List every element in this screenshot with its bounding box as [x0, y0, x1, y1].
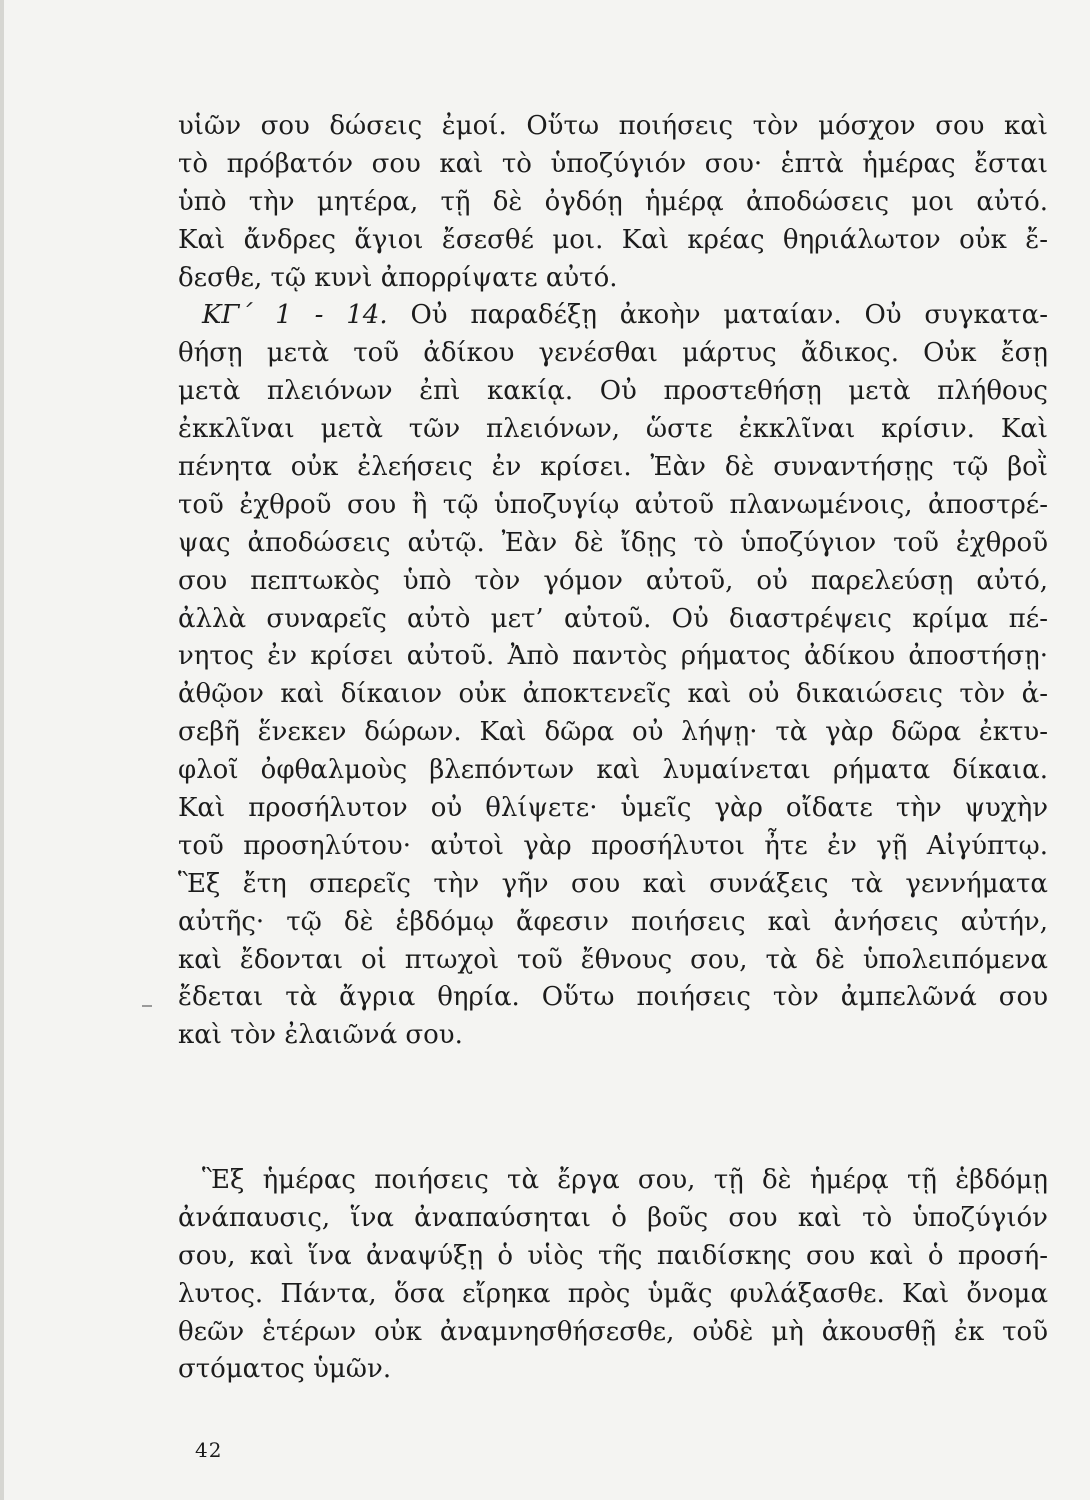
text-line: μετὰ πλειόνων ἐπὶ κακίᾳ. Οὐ προστεθήσῃ μετὰ πλήθους	[178, 376, 1048, 407]
text-line: Καὶ ἄνδρες ἅγιοι ἔσεσθέ μοι. Καὶ κρέας θηριάλωτον οὐκ ἔ-	[178, 224, 1048, 255]
text-line	[178, 297, 1048, 335]
text-line: δεσθε, τῷ κυνὶ ἀπορρίψατε αὐτό.	[178, 262, 618, 293]
text-line: τὸ πρόβατόν σου καὶ τὸ ὑποζύγιόν σου· ἑπτὰ ἡμέρας ἔσται	[178, 148, 1048, 179]
text-line: ἐκκλῖναι μετὰ τῶν πλειόνων, ὥστε ἐκκλῖναι κρίσιν. Καὶ	[178, 414, 1048, 445]
text-line: ἀλλὰ συναρεῖς αὐτὸ μετ’ αὐτοῦ. Οὐ διαστρέψεις κρίμα πέ-	[178, 603, 1048, 634]
text-line: αὐτῆς· τῷ δὲ ἑβδόμῳ ἄφεσιν ποιήσεις καὶ ἀνήσεις αὐτήν,	[178, 906, 1048, 937]
margin-mark	[142, 1005, 152, 1007]
text-line: θεῶν ἑτέρων οὐκ ἀναμνησθήσεσθε, οὐδὲ μὴ ἀκουσθῇ ἐκ τοῦ	[178, 1316, 1048, 1347]
text-line: ἀθῷον καὶ δίκαιον οὐκ ἀποκτενεῖς καὶ οὐ δικαιώσεις τὸν ἀ-	[178, 679, 1048, 710]
text-line: σεβῆ ἕνεκεν δώρων. Καὶ δῶρα οὐ λήψῃ· τὰ γὰρ δῶρα ἐκτυ-	[178, 717, 1048, 748]
text-line: ψας ἀποδώσεις αὐτῷ. Ἐὰν δὲ ἴδῃς τὸ ὑποζύγιον τοῦ ἐχθροῦ	[178, 527, 1048, 558]
text-line: στόματος ὑμῶν.	[178, 1354, 392, 1385]
text-line: ἔδεται τὰ ἄγρια θηρία. Οὕτω ποιήσεις τὸν ἀμπελῶνά σου	[178, 982, 1048, 1013]
text-line: νητος ἐν κρίσει αὐτοῦ. Ἀπὸ παντὸς ρήματος ἀδίκου ἀποστήσῃ·	[178, 641, 1048, 672]
text-line: τοῦ ἐχθροῦ σου ἢ τῷ ὑποζυγίῳ αὐτοῦ πλανωμένοις, ἀποστρέ-	[178, 489, 1048, 520]
text-line: Ἓξ ἔτη σπερεῖς τὴν γῆν σου καὶ συνάξεις τὰ γεννήματα	[178, 868, 1048, 899]
text-line: σου πεπτωκὸς ὑπὸ τὸν γόμον αὐτοῦ, οὐ παρελεύσῃ αὐτό,	[178, 565, 1048, 596]
text-line: πένητα οὐκ ἐλεήσεις ἐν κρίσει. Ἐὰν δὲ συναντήσῃς τῷ βοῒ	[178, 452, 1048, 483]
paragraph-1	[178, 108, 1048, 1055]
text-line: ὑπὸ τὴν μητέρα, τῇ δὲ ὀγδόῃ ἡμέρᾳ ἀποδώσεις μοι αὐτό.	[178, 186, 1048, 217]
text-line: φλοῖ ὀφθαλμοὺς βλεπόντων καὶ λυμαίνεται ρήματα δίκαια.	[178, 755, 1048, 786]
chapter-reference: ΚΓ´ 1 - 14.	[202, 300, 388, 331]
text-line: υἱῶν σου δώσεις ἐμοί. Οὕτω ποιήσεις τὸν μόσχον σου καὶ	[178, 111, 1048, 141]
text-line: καὶ τὸν ἐλαιῶνά σου.	[178, 1020, 463, 1051]
page-binding-edge	[0, 0, 4, 1500]
text-line: καὶ ἔδονται οἱ πτωχοὶ τοῦ ἔθνους σου, τὰ δὲ ὑπολειπόμενα	[178, 944, 1048, 975]
text-line: λυτος. Πάντα, ὅσα εἴρηκα πρὸς ὑμᾶς φυλάξασθε. Καὶ ὄνομα	[178, 1278, 1048, 1309]
text-line: σου, καὶ ἵνα ἀναψύξῃ ὁ υἱὸς τῆς παιδίσκης σου καὶ ὁ προσή-	[178, 1240, 1048, 1271]
text-line: Καὶ προσήλυτον οὐ θλίψετε· ὑμεῖς γὰρ οἴδατε τὴν ψυχὴν	[178, 793, 1048, 824]
text-line: Ἓξ ἡμέρας ποιήσεις τὰ ἔργα σου, τῇ δὲ ἡμέρᾳ τῇ ἑβδόμῃ	[202, 1165, 1048, 1195]
paragraph-2	[178, 1162, 1048, 1389]
page-number: 42	[195, 1438, 223, 1462]
text-line: τοῦ προσηλύτου· αὐτοὶ γὰρ προσήλυτοι ἦτε ἐν γῇ Αἰγύπτῳ.	[178, 830, 1048, 861]
text-line-content: Οὐ παραδέξῃ ἀκοὴν ματαίαν. Οὐ συγκατα-	[410, 300, 1049, 331]
text-line: θήσῃ μετὰ τοῦ ἀδίκου γενέσθαι μάρτυς ἄδικος. Οὐκ ἔσῃ	[178, 338, 1048, 369]
text-line: ἀνάπαυσις, ἵνα ἀναπαύσηται ὁ βοῦς σου καὶ τὸ ὑποζύγιόν	[178, 1202, 1048, 1233]
